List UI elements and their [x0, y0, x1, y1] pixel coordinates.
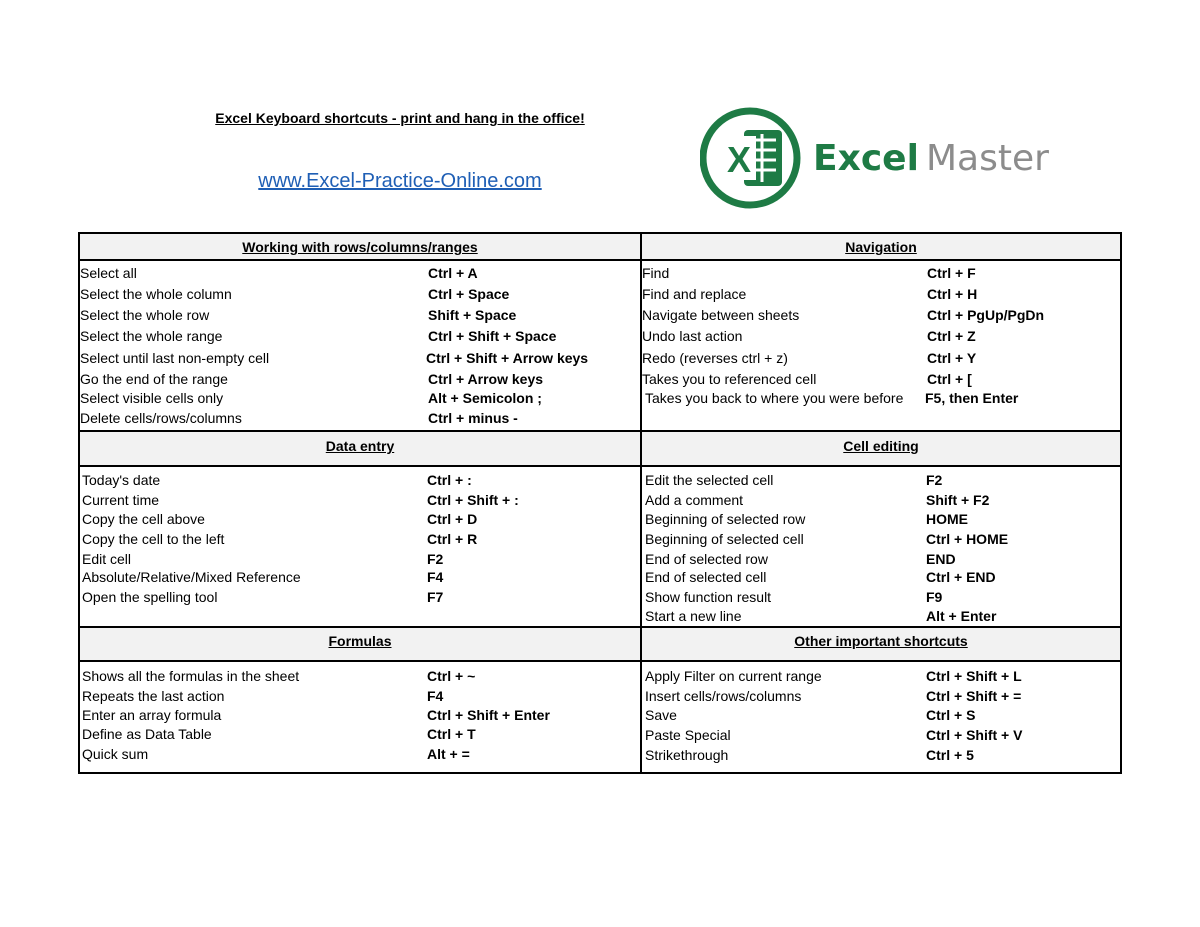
shortcut-key: Ctrl + 5	[926, 747, 974, 763]
shortcut-key: Ctrl + Arrow keys	[428, 371, 544, 387]
divider	[78, 626, 1122, 628]
section-title-formulas: Formulas	[328, 633, 392, 649]
page-title: Excel Keyboard shortcuts - print and hang in the office!	[215, 110, 585, 126]
shortcut-desc: Find and replace	[642, 286, 747, 302]
shortcut-key: END	[926, 551, 956, 567]
shortcut-desc: Find	[642, 265, 670, 281]
shortcut-desc: Go the end of the range	[80, 371, 228, 387]
shortcut-desc: Apply Filter on current range	[645, 668, 822, 684]
shortcut-key: Ctrl + minus -	[428, 410, 518, 426]
shortcut-key: F5, then Enter	[925, 390, 1019, 406]
shortcut-key: Ctrl + Shift + =	[926, 688, 1022, 704]
shortcut-desc: Undo last action	[642, 328, 743, 344]
shortcut-desc: Save	[645, 707, 677, 723]
shortcut-desc: Start a new line	[645, 608, 742, 624]
shortcut-desc: Select the whole range	[80, 328, 223, 344]
shortcut-key: Alt + Enter	[926, 608, 997, 624]
shortcut-key: F4	[427, 688, 444, 704]
divider	[78, 259, 1122, 261]
shortcut-desc: Absolute/Relative/Mixed Reference	[82, 569, 301, 585]
shortcut-key: Ctrl + Z	[927, 328, 976, 344]
shortcut-key: F4	[427, 569, 444, 585]
shortcut-desc: Show function result	[645, 589, 772, 605]
shortcut-desc: Select visible cells only	[80, 390, 224, 406]
shortcut-desc: Beginning of selected row	[645, 511, 806, 527]
shortcut-key: Ctrl + Shift + L	[926, 668, 1022, 684]
shortcut-key: Ctrl + R	[427, 531, 478, 547]
shortcut-desc: Define as Data Table	[82, 726, 212, 742]
shortcut-key: HOME	[926, 511, 968, 527]
shortcut-key: Shift + Space	[428, 307, 517, 323]
shortcut-desc: Select the whole row	[80, 307, 210, 323]
divider	[78, 660, 1122, 662]
shortcut-key: Ctrl + Y	[927, 350, 977, 366]
shortcut-key: Ctrl + Space	[428, 286, 510, 302]
shortcut-key: Ctrl + F	[927, 265, 976, 281]
shortcut-desc: Takes you to referenced cell	[642, 371, 817, 387]
shortcut-desc: Repeats the last action	[82, 688, 225, 704]
shortcut-key: Ctrl + END	[926, 569, 996, 585]
shortcut-desc: Takes you back to where you were before	[645, 390, 904, 406]
shortcut-desc: End of selected cell	[645, 569, 767, 585]
shortcut-key: Ctrl + Shift + :	[427, 492, 519, 508]
shortcut-key: Ctrl + Shift + Arrow keys	[426, 350, 589, 366]
shortcut-desc: Strikethrough	[645, 747, 729, 763]
logo-word-master: Master	[926, 138, 1049, 179]
shortcut-key: Shift + F2	[926, 492, 990, 508]
shortcut-key: Ctrl + Shift + V	[926, 727, 1023, 743]
shortcut-desc: Enter an array formula	[82, 707, 222, 723]
shortcut-desc: Quick sum	[82, 746, 149, 762]
shortcut-key: F7	[427, 589, 444, 605]
shortcut-key: Ctrl + Shift + Space	[428, 328, 557, 344]
shortcut-desc: Today's date	[82, 472, 161, 488]
divider	[78, 430, 1122, 432]
shortcut-desc: Current time	[82, 492, 160, 508]
shortcut-desc: Paste Special	[645, 727, 731, 743]
shortcut-desc: Edit the selected cell	[645, 472, 774, 488]
shortcut-desc: Navigate between sheets	[642, 307, 800, 323]
shortcut-desc: Select the whole column	[80, 286, 232, 302]
shortcut-key: Alt + =	[427, 746, 470, 762]
shortcut-key: F9	[926, 589, 943, 605]
shortcut-key: Ctrl + :	[427, 472, 472, 488]
logo-letter: X	[726, 139, 752, 180]
shortcut-desc: Delete cells/rows/columns	[80, 410, 242, 426]
shortcut-key: F2	[427, 551, 444, 567]
divider	[78, 465, 1122, 467]
shortcut-key: Ctrl + D	[427, 511, 478, 527]
shortcut-desc: Open the spelling tool	[82, 589, 218, 605]
shortcut-desc: Insert cells/rows/columns	[645, 688, 802, 704]
shortcut-desc: Copy the cell to the left	[82, 531, 225, 547]
logo-word-excel: Excel	[813, 138, 919, 179]
shortcut-key: Alt + Semicolon ;	[428, 390, 542, 406]
shortcut-desc: Add a comment	[645, 492, 744, 508]
website-link[interactable]: www.Excel-Practice-Online.com	[258, 170, 542, 192]
shortcut-key: Ctrl + ~	[427, 668, 476, 684]
section-title-rows-ranges: Working with rows/columns/ranges	[242, 239, 478, 255]
shortcut-desc: Beginning of selected cell	[645, 531, 804, 547]
shortcut-key: Ctrl + A	[428, 265, 478, 281]
shortcut-desc: End of selected row	[645, 551, 768, 567]
section-title-data-entry: Data entry	[325, 438, 395, 454]
excel-master-logo	[700, 106, 1060, 210]
shortcut-key: Ctrl + T	[427, 726, 476, 742]
shortcut-desc: Copy the cell above	[82, 511, 205, 527]
shortcut-desc: Edit cell	[82, 551, 132, 567]
section-title-other: Other important shortcuts	[794, 633, 968, 649]
shortcut-key: Ctrl + [	[927, 371, 972, 387]
section-title-navigation: Navigation	[845, 239, 917, 255]
shortcut-desc: Shows all the formulas in the sheet	[82, 668, 300, 684]
shortcut-desc: Redo (reverses ctrl + z)	[642, 350, 788, 366]
shortcut-key: Ctrl + HOME	[926, 531, 1009, 547]
shortcut-desc: Select all	[80, 265, 137, 281]
shortcut-key: Ctrl + Shift + Enter	[427, 707, 550, 723]
shortcut-key: Ctrl + PgUp/PgDn	[927, 307, 1045, 323]
shortcut-desc: Select until last non-empty cell	[80, 350, 270, 366]
shortcut-key: Ctrl + S	[926, 707, 976, 723]
shortcut-key: Ctrl + H	[927, 286, 978, 302]
section-title-cell-editing: Cell editing	[843, 438, 919, 454]
shortcut-key: F2	[926, 472, 943, 488]
